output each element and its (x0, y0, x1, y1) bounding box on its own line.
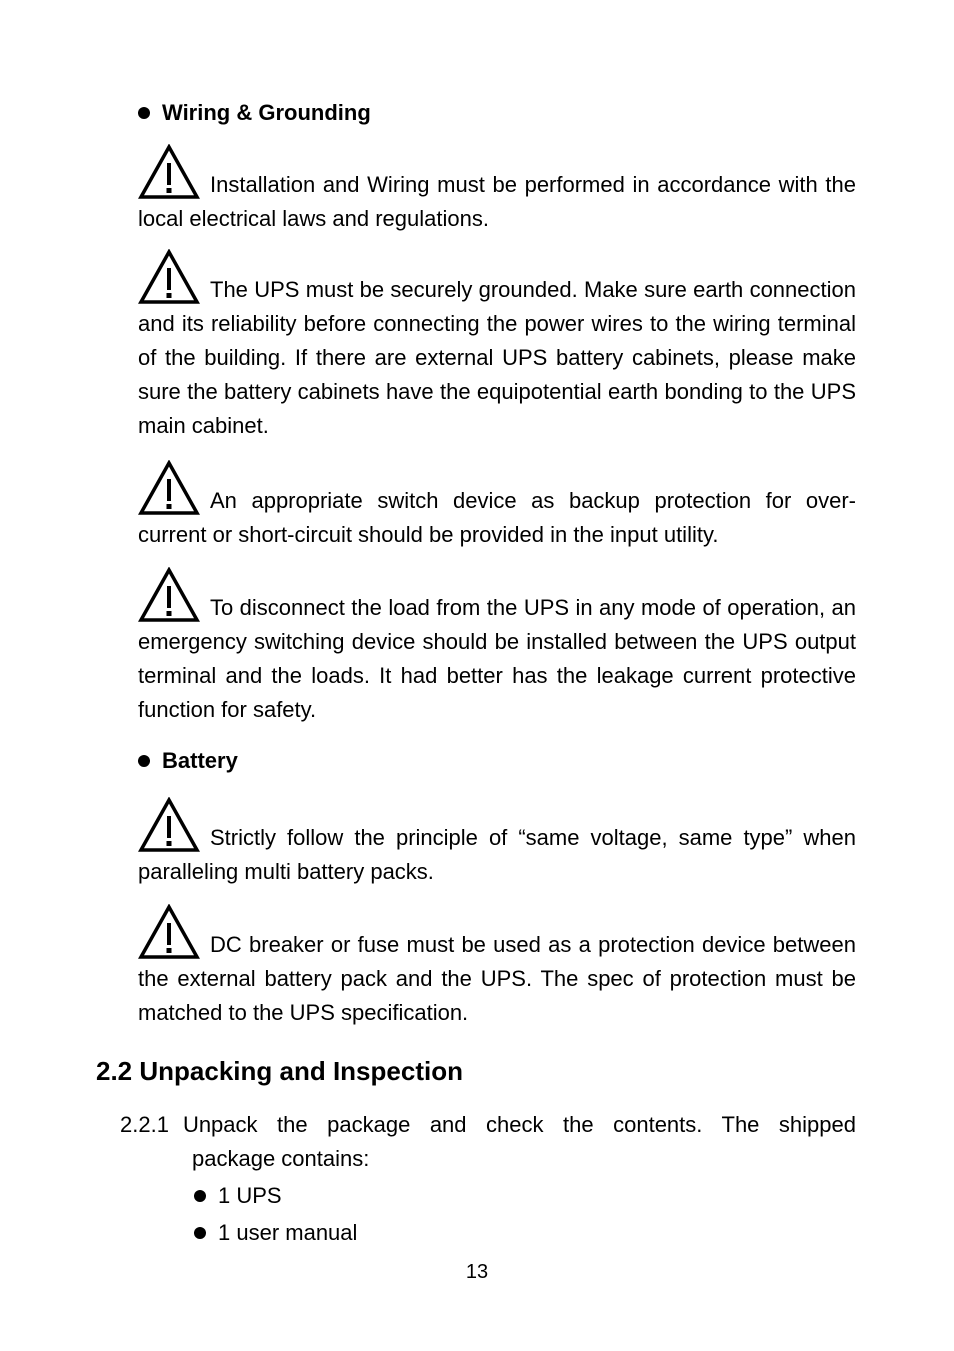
bullet-dot-icon (194, 1190, 206, 1202)
bullet-dot-icon (138, 755, 150, 767)
warning-triangle-icon (138, 460, 200, 516)
step-2-2-1 (120, 1108, 856, 1176)
warning-paragraph (138, 144, 856, 236)
warning-paragraph (138, 797, 856, 889)
warning-triangle-icon (138, 904, 200, 960)
warning-paragraph (138, 460, 856, 552)
warning-text: To disconnect the load from the UPS in any mode of operation, an emergency switching device should be installed between the UPS output terminal and the loads. It had better has the leakage current protective function for safety. (138, 595, 856, 722)
battery-heading-text: Battery (162, 748, 238, 773)
warning-text: Strictly follow the principle of “same voltage, same type” when paralleling multi battery packs. (138, 825, 856, 884)
bullet-dot-icon (138, 107, 150, 119)
step-text-line2: package contains: (192, 1146, 370, 1171)
page-number: 13 (465, 1261, 489, 1283)
warning-paragraph (138, 567, 856, 727)
bullet-dot-icon (194, 1227, 206, 1239)
warning-triangle-icon (138, 797, 200, 853)
battery-heading (138, 748, 238, 774)
wiring-grounding-heading (138, 100, 371, 126)
step-line-1 (120, 1108, 856, 1142)
warning-text: An appropriate switch device as backup protection for over-current or short-circuit should be provided in the input utility. (138, 488, 856, 547)
wiring-grounding-heading-text: Wiring & Grounding (162, 100, 371, 125)
warning-text: DC breaker or fuse must be used as a protection device between the external battery pack and the UPS. The spec of protection must be matched to the UPS specification. (138, 932, 856, 1025)
step-number: 2.2.1 (120, 1112, 169, 1137)
warning-paragraph (138, 249, 856, 443)
list-item-text: 1 user manual (218, 1220, 358, 1245)
warning-triangle-icon (138, 144, 200, 200)
warning-triangle-icon (138, 567, 200, 623)
warning-text: The UPS must be securely grounded. Make sure earth connection and its reliability before connecting the power wires to the wiring terminal of the building. If there are external UPS battery cabinets, please make sure the battery cabinets have the equipotential earth bonding to the UPS main cabinet. (138, 277, 856, 438)
warning-triangle-icon (138, 249, 200, 305)
step-text-line1: Unpack the package and check the contents. The shipped (182, 1112, 856, 1137)
section-title: 2.2 Unpacking and Inspection (96, 1056, 463, 1086)
warning-paragraph (138, 904, 856, 1030)
list-item-text: 1 UPS (218, 1183, 282, 1208)
warning-text: Installation and Wiring must be performed in accordance with the local electrical laws and regulations. (138, 172, 856, 231)
list-item (194, 1183, 282, 1209)
list-item (194, 1220, 357, 1246)
